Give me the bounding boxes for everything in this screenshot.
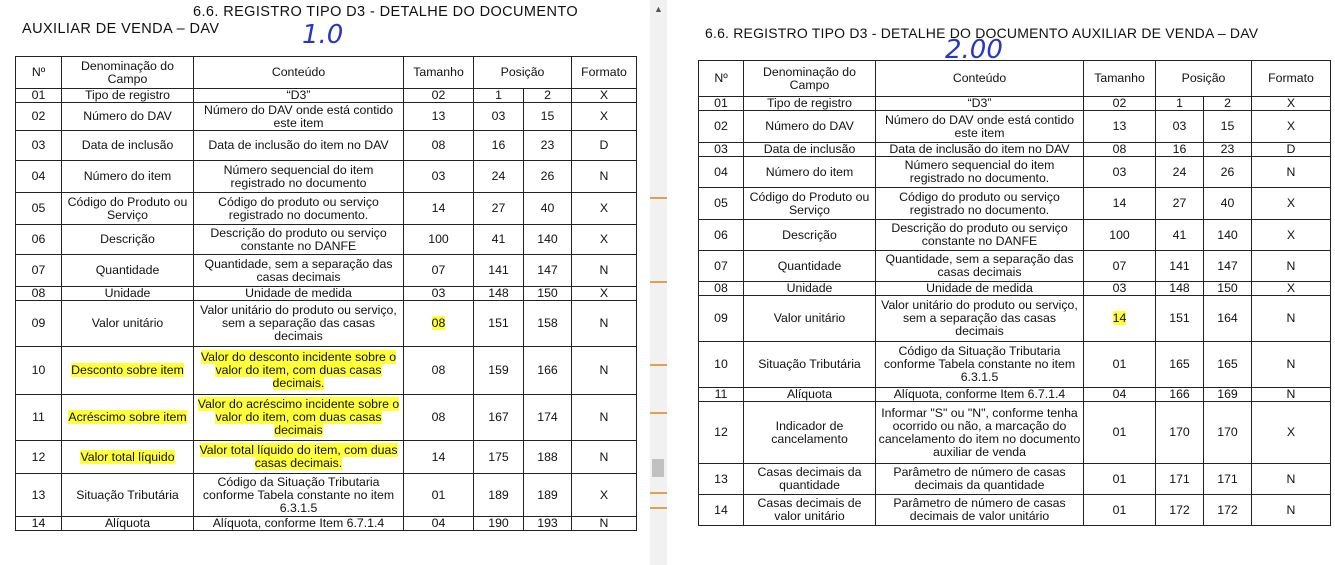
cell-end: 2: [524, 89, 572, 103]
cell-name: Unidade: [62, 287, 194, 301]
cell-size: 03: [404, 287, 474, 301]
cell-name: Situação Tributária: [62, 474, 194, 517]
cell-num: 01: [16, 89, 62, 103]
cell-format: N: [572, 301, 637, 347]
cell-content: Número do DAV onde está contido este item: [876, 111, 1084, 143]
cell-content: Alíquota, conforme Item 6.7.1.4: [194, 517, 404, 531]
cell-start: 189: [474, 474, 524, 517]
highlighted-text: Valor do desconto incidente sobre o valor do item, com duas casas decimais.: [200, 350, 397, 390]
scroll-marker: [650, 412, 667, 414]
cell-name: Descrição: [62, 225, 194, 255]
table-row: [699, 97, 1331, 111]
cell-format: N: [1252, 157, 1331, 188]
table-row: [699, 282, 1331, 296]
cell-num: 09: [16, 301, 62, 347]
table-row: [16, 474, 637, 517]
cell-name: [62, 347, 194, 395]
table-row: [16, 193, 637, 225]
cell-content: Data de inclusão do item no DAV: [194, 131, 404, 161]
cell-name: Alíquota: [62, 517, 194, 531]
scroll-up-arrow-icon[interactable]: ▲: [654, 4, 663, 14]
cell-start: 171: [1156, 464, 1204, 495]
table-row: [16, 441, 637, 474]
cell-size: 02: [404, 89, 474, 103]
cell-size: 13: [404, 103, 474, 131]
cell-name: Casas decimais da quantidade: [744, 464, 876, 495]
cell-start: 166: [1156, 388, 1204, 402]
cell-format: X: [572, 225, 637, 255]
cell-start: 167: [474, 395, 524, 441]
cell-name: [62, 441, 194, 474]
cell-num: 10: [16, 347, 62, 395]
cell-end: 23: [524, 131, 572, 161]
cell-format: X: [1252, 220, 1331, 251]
header-num: Nº: [16, 57, 62, 89]
cell-start: 27: [474, 193, 524, 225]
cell-start: 41: [474, 225, 524, 255]
cell-content: Quantidade, sem a separação das casas decimais: [876, 251, 1084, 282]
cell-content: [194, 441, 404, 474]
cell-num: 12: [699, 402, 744, 464]
cell-content: Quantidade, sem a separação das casas decimais: [194, 255, 404, 287]
left-version-handwriting: 1.0: [302, 20, 344, 50]
cell-end: 26: [524, 161, 572, 193]
cell-start: 03: [474, 103, 524, 131]
cell-format: N: [1252, 495, 1331, 526]
cell-content: Código do produto ou serviço registrado no documento.: [876, 188, 1084, 220]
cell-start: 24: [1156, 157, 1204, 188]
pane-divider: [667, 0, 695, 565]
cell-size: [404, 301, 474, 347]
cell-format: D: [1252, 143, 1331, 157]
highlighted-text: Valor total líquido do item, com duas casas decimais.: [199, 443, 398, 470]
left-title-line1: 6.6. REGISTRO TIPO D3 - DETALHE DO DOCUMENTO: [193, 4, 578, 20]
cell-name: Quantidade: [744, 251, 876, 282]
cell-num: 09: [699, 296, 744, 342]
header-size: Tamanho: [1084, 61, 1156, 97]
table-row: [699, 157, 1331, 188]
cell-format: X: [1252, 97, 1331, 111]
cell-format: X: [572, 193, 637, 225]
cell-num: 06: [699, 220, 744, 251]
cell-start: 141: [1156, 251, 1204, 282]
cell-format: N: [572, 441, 637, 474]
header-format: Formato: [572, 57, 637, 89]
cell-end: 189: [524, 474, 572, 517]
cell-name: Descrição: [744, 220, 876, 251]
left-field-table: [15, 56, 637, 531]
table-row: [16, 131, 637, 161]
cell-start: 1: [1156, 97, 1204, 111]
cell-size: 13: [1084, 111, 1156, 143]
cell-name: Situação Tributária: [744, 342, 876, 388]
cell-end: 171: [1204, 464, 1252, 495]
cell-content: “D3”: [876, 97, 1084, 111]
cell-num: 10: [699, 342, 744, 388]
cell-start: 159: [474, 347, 524, 395]
header-position: Posição: [1156, 61, 1252, 97]
cell-name: Número do DAV: [62, 103, 194, 131]
cell-content: Valor unitário do produto ou serviço, sem a separação das casas decimais: [194, 301, 404, 347]
cell-start: 16: [1156, 143, 1204, 157]
header-format: Formato: [1252, 61, 1331, 97]
cell-end: 158: [524, 301, 572, 347]
cell-format: X: [1252, 111, 1331, 143]
cell-end: 150: [1204, 282, 1252, 296]
cell-end: 188: [524, 441, 572, 474]
table-row: [699, 342, 1331, 388]
cell-content: Número sequencial do item registrado no documento.: [876, 157, 1084, 188]
cell-num: 08: [16, 287, 62, 301]
cell-start: 190: [474, 517, 524, 531]
cell-num: 03: [699, 143, 744, 157]
table-row: [16, 301, 637, 347]
cell-format: N: [1252, 464, 1331, 495]
cell-start: 175: [474, 441, 524, 474]
cell-size: 08: [1084, 143, 1156, 157]
header-size: Tamanho: [404, 57, 474, 89]
cell-start: 16: [474, 131, 524, 161]
cell-content: Unidade de medida: [194, 287, 404, 301]
left-document-pane[interactable]: [0, 0, 650, 565]
cell-end: 147: [1204, 251, 1252, 282]
cell-size: 14: [404, 193, 474, 225]
cell-start: 172: [1156, 495, 1204, 526]
cell-content: Número do DAV onde está contido este item: [194, 103, 404, 131]
table-row: [16, 287, 637, 301]
cell-end: 40: [1204, 188, 1252, 220]
cell-name: Tipo de registro: [744, 97, 876, 111]
cell-end: 140: [1204, 220, 1252, 251]
cell-start: 148: [474, 287, 524, 301]
scroll-marker: [650, 197, 667, 199]
cell-size: 01: [1084, 495, 1156, 526]
cell-end: 172: [1204, 495, 1252, 526]
table-header-row: [699, 61, 1331, 97]
right-title: 6.6. REGISTRO TIPO D3 - DETALHE DO DOCUMENTO AUXILIAR DE VENDA – DAV: [705, 25, 1259, 41]
cell-size: 03: [1084, 282, 1156, 296]
cell-name: Data de inclusão: [62, 131, 194, 161]
header-content: Conteúdo: [194, 57, 404, 89]
table-row: [699, 188, 1331, 220]
cell-name: Unidade: [744, 282, 876, 296]
cell-size: 14: [404, 441, 474, 474]
cell-name: Valor unitário: [744, 296, 876, 342]
cell-num: 14: [16, 517, 62, 531]
cell-content: Código da Situação Tributaria conforme Tabela constante no item 6.3.1.5: [194, 474, 404, 517]
cell-size: 07: [404, 255, 474, 287]
cell-content: Parâmetro de número de casas decimais da quantidade: [876, 464, 1084, 495]
cell-content: Informar "S" ou "N", conforme tenha ocorrido ou não, a marcação do cancelamento do item no documento auxiliar de venda: [876, 402, 1084, 464]
cell-format: X: [572, 287, 637, 301]
header-position: Posição: [474, 57, 572, 89]
cell-start: 151: [474, 301, 524, 347]
cell-format: N: [572, 347, 637, 395]
highlighted-text: Acréscimo sobre item: [68, 410, 187, 424]
table-row: [16, 395, 637, 441]
highlighted-text: 14: [1112, 311, 1127, 325]
cell-end: 140: [524, 225, 572, 255]
cell-start: 170: [1156, 402, 1204, 464]
cell-num: 05: [699, 188, 744, 220]
header-content: Conteúdo: [876, 61, 1084, 97]
cell-size: 04: [404, 517, 474, 531]
cell-content: Valor unitário do produto ou serviço, sem a separação das casas decimais: [876, 296, 1084, 342]
table-row: [699, 143, 1331, 157]
table-row: [16, 225, 637, 255]
cell-end: 15: [524, 103, 572, 131]
table-row: [699, 111, 1331, 143]
header-name: Denominação do Campo: [62, 57, 194, 89]
cell-format: N: [572, 161, 637, 193]
cell-size: 01: [1084, 402, 1156, 464]
table-header-row: [16, 57, 637, 89]
cell-name: Número do item: [744, 157, 876, 188]
cell-name: Valor unitário: [62, 301, 194, 347]
table-row: [16, 103, 637, 131]
left-title-line2: AUXILIAR DE VENDA – DAV: [22, 21, 220, 37]
cell-content: Descrição do produto ou serviço constante no DANFE: [194, 225, 404, 255]
cell-content: [194, 347, 404, 395]
cell-num: 11: [699, 388, 744, 402]
cell-name: Código do Produto ou Serviço: [744, 188, 876, 220]
cell-num: 13: [699, 464, 744, 495]
cell-format: X: [572, 89, 637, 103]
cell-num: 12: [16, 441, 62, 474]
cell-num: 05: [16, 193, 62, 225]
vertical-scrollbar[interactable]: [650, 0, 667, 565]
cell-start: 1: [474, 89, 524, 103]
cell-end: 170: [1204, 402, 1252, 464]
cell-end: 40: [524, 193, 572, 225]
cell-start: 141: [474, 255, 524, 287]
cell-end: 169: [1204, 388, 1252, 402]
cell-num: 02: [16, 103, 62, 131]
cell-size: 100: [404, 225, 474, 255]
cell-format: N: [572, 395, 637, 441]
cell-size: 03: [404, 161, 474, 193]
cell-size: 08: [404, 347, 474, 395]
scroll-marker: [650, 364, 667, 366]
cell-end: 166: [524, 347, 572, 395]
cell-format: N: [1252, 388, 1331, 402]
scroll-marker: [650, 492, 667, 494]
cell-start: 165: [1156, 342, 1204, 388]
cell-content: Número sequencial do item registrado no documento: [194, 161, 404, 193]
table-row: [699, 296, 1331, 342]
cell-format: D: [572, 131, 637, 161]
cell-name: Tipo de registro: [62, 89, 194, 103]
cell-end: 164: [1204, 296, 1252, 342]
cell-format: N: [572, 517, 637, 531]
table-row: [699, 251, 1331, 282]
cell-start: 24: [474, 161, 524, 193]
cell-num: 07: [16, 255, 62, 287]
cell-format: X: [1252, 188, 1331, 220]
cell-num: 08: [699, 282, 744, 296]
cell-num: 04: [699, 157, 744, 188]
cell-size: 07: [1084, 251, 1156, 282]
cell-end: 193: [524, 517, 572, 531]
cell-size: [1084, 296, 1156, 342]
cell-end: 174: [524, 395, 572, 441]
cell-end: 165: [1204, 342, 1252, 388]
header-num: Nº: [699, 61, 744, 97]
cell-format: X: [572, 474, 637, 517]
cell-name: Data de inclusão: [744, 143, 876, 157]
cell-end: 150: [524, 287, 572, 301]
cell-num: 07: [699, 251, 744, 282]
cell-content: Descrição do produto ou serviço constante no DANFE: [876, 220, 1084, 251]
cell-format: X: [572, 103, 637, 131]
cell-content: [194, 395, 404, 441]
table-row: [699, 464, 1331, 495]
cell-num: 03: [16, 131, 62, 161]
cell-size: 100: [1084, 220, 1156, 251]
cell-name: Número do DAV: [744, 111, 876, 143]
cell-start: 41: [1156, 220, 1204, 251]
cell-end: 2: [1204, 97, 1252, 111]
cell-start: 148: [1156, 282, 1204, 296]
cell-format: N: [1252, 296, 1331, 342]
cell-num: 11: [16, 395, 62, 441]
cell-num: 02: [699, 111, 744, 143]
cell-size: 03: [1084, 157, 1156, 188]
cell-end: 147: [524, 255, 572, 287]
cell-name: Alíquota: [744, 388, 876, 402]
cell-format: N: [1252, 342, 1331, 388]
highlighted-text: Valor total líquido: [80, 449, 175, 464]
table-row: [16, 161, 637, 193]
cell-start: 151: [1156, 296, 1204, 342]
cell-size: 01: [1084, 342, 1156, 388]
cell-name: Indicador de cancelamento: [744, 402, 876, 464]
highlighted-text: Desconto sobre item: [71, 363, 184, 377]
scrollbar-thumb[interactable]: [652, 459, 664, 477]
highlighted-text: 08: [431, 316, 446, 330]
cell-num: 14: [699, 495, 744, 526]
table-row: [699, 495, 1331, 526]
cell-format: N: [572, 255, 637, 287]
scroll-marker: [650, 281, 667, 283]
header-name: Denominação do Campo: [744, 61, 876, 97]
cell-end: 15: [1204, 111, 1252, 143]
cell-name: Código do Produto ou Serviço: [62, 193, 194, 225]
cell-content: Data de inclusão do item no DAV: [876, 143, 1084, 157]
cell-content: Unidade de medida: [876, 282, 1084, 296]
cell-end: 26: [1204, 157, 1252, 188]
cell-content: Alíquota, conforme Item 6.7.1.4: [876, 388, 1084, 402]
right-version-handwriting: 2.00: [945, 35, 1003, 65]
cell-size: 01: [404, 474, 474, 517]
cell-size: 14: [1084, 188, 1156, 220]
right-document-pane[interactable]: [695, 0, 1335, 565]
cell-name: Quantidade: [62, 255, 194, 287]
table-row: [16, 255, 637, 287]
table-row: [699, 388, 1331, 402]
cell-num: 04: [16, 161, 62, 193]
table-row: [699, 220, 1331, 251]
table-row: [699, 402, 1331, 464]
cell-size: 01: [1084, 464, 1156, 495]
cell-num: 13: [16, 474, 62, 517]
cell-name: Número do item: [62, 161, 194, 193]
cell-content: Parâmetro de número de casas decimais de valor unitário: [876, 495, 1084, 526]
cell-num: 06: [16, 225, 62, 255]
cell-name: [62, 395, 194, 441]
cell-num: 01: [699, 97, 744, 111]
cell-content: Código do produto ou serviço registrado no documento.: [194, 193, 404, 225]
right-field-table: [698, 60, 1331, 526]
cell-format: X: [1252, 402, 1331, 464]
cell-format: X: [1252, 282, 1331, 296]
cell-start: 27: [1156, 188, 1204, 220]
cell-start: 03: [1156, 111, 1204, 143]
highlighted-text: Valor do acréscimo incidente sobre o valor do item, com duas casas decimais: [197, 397, 400, 437]
cell-name: Casas decimais de valor unitário: [744, 495, 876, 526]
table-row: [16, 347, 637, 395]
cell-size: 08: [404, 395, 474, 441]
cell-end: 23: [1204, 143, 1252, 157]
cell-size: 02: [1084, 97, 1156, 111]
cell-format: N: [1252, 251, 1331, 282]
cell-content: “D3”: [194, 89, 404, 103]
scroll-marker: [650, 507, 667, 509]
cell-content: Código da Situação Tributaria conforme Tabela constante no item 6.3.1.5: [876, 342, 1084, 388]
table-row: [16, 517, 637, 531]
cell-size: 04: [1084, 388, 1156, 402]
table-row: [16, 89, 637, 103]
cell-size: 08: [404, 131, 474, 161]
